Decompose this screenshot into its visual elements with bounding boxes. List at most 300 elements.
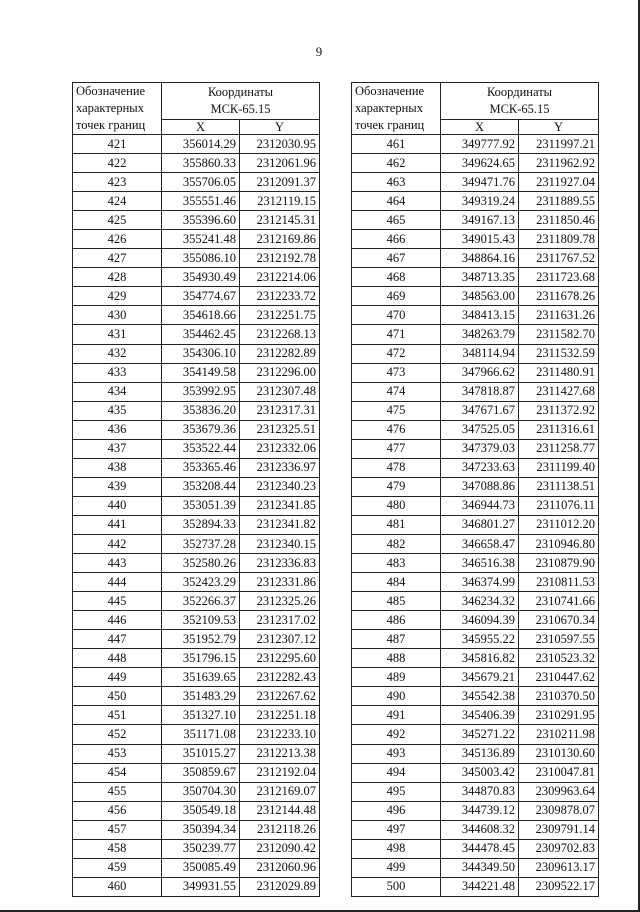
- point-cell: 490: [352, 687, 441, 706]
- point-cell: 434: [73, 382, 162, 401]
- table-row: [352, 344, 599, 363]
- point-cell: 500: [352, 877, 441, 896]
- table-row: [352, 877, 599, 896]
- point-cell: 499: [352, 858, 441, 877]
- table-row: [73, 744, 320, 763]
- coordinates-header-line2: МСК-65.15: [489, 102, 550, 116]
- table-row: [73, 420, 320, 439]
- y-cell: 2312325.51: [240, 420, 320, 439]
- table-row: [352, 668, 599, 687]
- point-cell: 425: [73, 211, 162, 230]
- point-cell: 483: [352, 554, 441, 573]
- y-cell: 2312341.85: [240, 496, 320, 515]
- table-row: [73, 763, 320, 782]
- x-cell: 344349.50: [441, 858, 519, 877]
- point-cell: 495: [352, 782, 441, 801]
- x-cell: 355241.48: [162, 230, 240, 249]
- point-cell: 451: [73, 706, 162, 725]
- x-cell: 347671.67: [441, 401, 519, 420]
- table-row: [73, 458, 320, 477]
- y-cell: 2310523.32: [519, 649, 599, 668]
- x-cell: 350239.77: [162, 839, 240, 858]
- point-cell: 429: [73, 287, 162, 306]
- table-row: [352, 287, 599, 306]
- table-row: [352, 173, 599, 192]
- y-cell: 2309613.17: [519, 858, 599, 877]
- y-cell: 2312282.43: [240, 668, 320, 687]
- table-row: [352, 554, 599, 573]
- point-cell: 458: [73, 839, 162, 858]
- x-cell: 355396.60: [162, 211, 240, 230]
- table-row: [73, 230, 320, 249]
- x-cell: 347525.05: [441, 420, 519, 439]
- y-cell: 2312325.26: [240, 592, 320, 611]
- y-cell: 2312169.07: [240, 782, 320, 801]
- x-cell: 350859.67: [162, 763, 240, 782]
- y-cell: 2312214.06: [240, 268, 320, 287]
- y-cell: 2311850.46: [519, 211, 599, 230]
- x-cell: 353208.44: [162, 477, 240, 496]
- y-cell: 2312331.86: [240, 573, 320, 592]
- x-cell: 352894.33: [162, 515, 240, 534]
- point-cell: 423: [73, 173, 162, 192]
- table-row: [73, 515, 320, 534]
- point-cell: 492: [352, 725, 441, 744]
- table-row: [73, 820, 320, 839]
- point-cell: 421: [73, 135, 162, 154]
- table-row: [73, 211, 320, 230]
- y-cell: 2310291.95: [519, 706, 599, 725]
- y-cell: 2312317.02: [240, 611, 320, 630]
- y-cell: 2311138.51: [519, 477, 599, 496]
- table-row: [73, 782, 320, 801]
- point-cell: 426: [73, 230, 162, 249]
- point-cell: 430: [73, 306, 162, 325]
- point-cell: 431: [73, 325, 162, 344]
- x-cell: 353365.46: [162, 458, 240, 477]
- table-row: [352, 763, 599, 782]
- point-cell: 447: [73, 630, 162, 649]
- x-cell: 346801.27: [441, 515, 519, 534]
- x-cell: 349624.65: [441, 154, 519, 173]
- table-row: [73, 554, 320, 573]
- y-cell: 2311809.78: [519, 230, 599, 249]
- y-cell: 2311427.68: [519, 382, 599, 401]
- point-cell: 476: [352, 420, 441, 439]
- y-cell: 2312233.10: [240, 725, 320, 744]
- table-row: [73, 249, 320, 268]
- table-row: [73, 154, 320, 173]
- y-cell: 2311997.21: [519, 135, 599, 154]
- table-row: [352, 382, 599, 401]
- x-cell: 352423.29: [162, 573, 240, 592]
- y-cell: 2310879.90: [519, 554, 599, 573]
- x-cell: 347233.63: [441, 458, 519, 477]
- point-cell: 489: [352, 668, 441, 687]
- x-cell: 344478.45: [441, 839, 519, 858]
- point-cell: 482: [352, 534, 441, 553]
- point-cell: 457: [73, 820, 162, 839]
- point-cell: 486: [352, 611, 441, 630]
- designation-header-line1: Обозначение: [76, 84, 146, 98]
- point-cell: 473: [352, 363, 441, 382]
- point-cell: 446: [73, 611, 162, 630]
- y-cell: 2312282.89: [240, 344, 320, 363]
- table-body-right: [352, 135, 599, 897]
- y-cell: 2312090.42: [240, 839, 320, 858]
- table-row: [73, 592, 320, 611]
- x-cell: 355860.33: [162, 154, 240, 173]
- x-cell: 345542.38: [441, 687, 519, 706]
- point-cell: 450: [73, 687, 162, 706]
- point-cell: 465: [352, 211, 441, 230]
- x-cell: 348864.16: [441, 249, 519, 268]
- point-cell: 468: [352, 268, 441, 287]
- x-cell: 354618.66: [162, 306, 240, 325]
- table-row: [352, 630, 599, 649]
- table-row: [73, 649, 320, 668]
- point-cell: 462: [352, 154, 441, 173]
- x-cell: 355551.46: [162, 192, 240, 211]
- x-cell: 354149.58: [162, 363, 240, 382]
- point-cell: 442: [73, 534, 162, 553]
- designation-header-line2: характерных: [76, 101, 144, 115]
- table-row: [352, 649, 599, 668]
- table-row: [73, 325, 320, 344]
- point-cell: 485: [352, 592, 441, 611]
- point-cell: 436: [73, 420, 162, 439]
- table-row: [73, 344, 320, 363]
- point-cell: 445: [73, 592, 162, 611]
- table-row: [352, 439, 599, 458]
- point-cell: 432: [73, 344, 162, 363]
- y-cell: 2312119.15: [240, 192, 320, 211]
- y-cell: 2312268.13: [240, 325, 320, 344]
- point-cell: 460: [73, 877, 162, 896]
- point-cell: 481: [352, 515, 441, 534]
- table-row: [73, 496, 320, 515]
- table-row: [352, 820, 599, 839]
- x-cell: 345955.22: [441, 630, 519, 649]
- point-cell: 456: [73, 801, 162, 820]
- y-cell: 2312251.75: [240, 306, 320, 325]
- y-cell: 2310811.53: [519, 573, 599, 592]
- coordinates-header-line1: Координаты: [486, 85, 553, 99]
- table-row: [73, 668, 320, 687]
- table-row: [73, 401, 320, 420]
- y-cell: 2311258.77: [519, 439, 599, 458]
- x-cell: 351952.79: [162, 630, 240, 649]
- table-row: [73, 630, 320, 649]
- point-cell: 472: [352, 344, 441, 363]
- point-cell: 475: [352, 401, 441, 420]
- x-cell: 353836.20: [162, 401, 240, 420]
- x-cell: 354306.10: [162, 344, 240, 363]
- y-cell: 2309791.14: [519, 820, 599, 839]
- point-cell: 422: [73, 154, 162, 173]
- point-cell: 424: [73, 192, 162, 211]
- y-cell: 2310047.81: [519, 763, 599, 782]
- y-cell: 2310946.80: [519, 534, 599, 553]
- x-cell: 351015.27: [162, 744, 240, 763]
- table-row: [73, 382, 320, 401]
- x-cell: 346658.47: [441, 534, 519, 553]
- y-cell: 2312030.95: [240, 135, 320, 154]
- table-row: [352, 744, 599, 763]
- table-row: [352, 573, 599, 592]
- table-row: [73, 687, 320, 706]
- y-cell: 2312340.15: [240, 534, 320, 553]
- point-cell: 435: [73, 401, 162, 420]
- point-cell: 479: [352, 477, 441, 496]
- y-cell: 2312295.60: [240, 649, 320, 668]
- x-cell: 352580.26: [162, 554, 240, 573]
- designation-header: [352, 83, 441, 135]
- x-cell: 350394.34: [162, 820, 240, 839]
- y-cell: 2312307.12: [240, 630, 320, 649]
- y-cell: 2311012.20: [519, 515, 599, 534]
- y-cell: 2312144.48: [240, 801, 320, 820]
- table-row: [352, 725, 599, 744]
- y-cell: 2309878.07: [519, 801, 599, 820]
- y-cell: 2311723.68: [519, 268, 599, 287]
- y-cell: 2311372.92: [519, 401, 599, 420]
- point-cell: 497: [352, 820, 441, 839]
- x-cell: 351327.10: [162, 706, 240, 725]
- x-cell: 353679.36: [162, 420, 240, 439]
- x-cell: 350549.18: [162, 801, 240, 820]
- point-cell: 498: [352, 839, 441, 858]
- x-cell: 354462.45: [162, 325, 240, 344]
- designation-header-line1: Обозначение: [355, 84, 425, 98]
- table-row: [73, 363, 320, 382]
- x-cell: 345679.21: [441, 668, 519, 687]
- y-cell: 2312336.83: [240, 554, 320, 573]
- x-cell: 347379.03: [441, 439, 519, 458]
- table-row: [352, 306, 599, 325]
- point-cell: 452: [73, 725, 162, 744]
- table-row: [73, 192, 320, 211]
- y-column-header: Y: [519, 120, 599, 135]
- point-cell: 469: [352, 287, 441, 306]
- y-cell: 2311678.26: [519, 287, 599, 306]
- x-cell: 351483.29: [162, 687, 240, 706]
- coordinates-table-left: [72, 82, 320, 897]
- x-cell: 347818.87: [441, 382, 519, 401]
- y-cell: 2312296.00: [240, 363, 320, 382]
- y-cell: 2311889.55: [519, 192, 599, 211]
- y-cell: 2312091.37: [240, 173, 320, 192]
- x-cell: 350704.30: [162, 782, 240, 801]
- x-cell: 352266.37: [162, 592, 240, 611]
- x-cell: 348263.79: [441, 325, 519, 344]
- x-cell: 351639.65: [162, 668, 240, 687]
- table-row: [352, 477, 599, 496]
- x-cell: 345816.82: [441, 649, 519, 668]
- x-cell: 354930.49: [162, 268, 240, 287]
- table-row: [352, 706, 599, 725]
- coordinates-header: [162, 83, 320, 120]
- point-cell: 438: [73, 458, 162, 477]
- x-cell: 347088.86: [441, 477, 519, 496]
- table-row: [352, 839, 599, 858]
- x-cell: 356014.29: [162, 135, 240, 154]
- y-cell: 2311962.92: [519, 154, 599, 173]
- point-cell: 464: [352, 192, 441, 211]
- x-cell: 349931.55: [162, 877, 240, 896]
- y-cell: 2311927.04: [519, 173, 599, 192]
- designation-header-line3: точек границ: [355, 118, 425, 132]
- x-cell: 348563.00: [441, 287, 519, 306]
- point-cell: 440: [73, 496, 162, 515]
- point-cell: 459: [73, 858, 162, 877]
- point-cell: 453: [73, 744, 162, 763]
- designation-header: [73, 83, 162, 135]
- x-cell: 353522.44: [162, 439, 240, 458]
- table-row: [352, 135, 599, 154]
- point-cell: 454: [73, 763, 162, 782]
- y-cell: 2310741.66: [519, 592, 599, 611]
- point-cell: 478: [352, 458, 441, 477]
- point-cell: 470: [352, 306, 441, 325]
- y-cell: 2312340.23: [240, 477, 320, 496]
- point-cell: 428: [73, 268, 162, 287]
- table-row: [73, 706, 320, 725]
- y-cell: 2312332.06: [240, 439, 320, 458]
- page-number: 9: [315, 44, 323, 59]
- x-cell: 353051.39: [162, 496, 240, 515]
- table-row: [352, 230, 599, 249]
- y-cell: 2312060.96: [240, 858, 320, 877]
- table-body-left: [73, 135, 320, 897]
- y-cell: 2310597.55: [519, 630, 599, 649]
- table-row: [352, 782, 599, 801]
- table-row: [73, 839, 320, 858]
- point-cell: 484: [352, 573, 441, 592]
- table-row: [352, 611, 599, 630]
- y-cell: 2310130.60: [519, 744, 599, 763]
- x-cell: 344870.83: [441, 782, 519, 801]
- x-cell: 353992.95: [162, 382, 240, 401]
- y-cell: 2311631.26: [519, 306, 599, 325]
- x-cell: 346944.73: [441, 496, 519, 515]
- coordinates-table-right: [351, 82, 599, 897]
- x-cell: 355086.10: [162, 249, 240, 268]
- table-row: [73, 534, 320, 553]
- x-cell: 349319.24: [441, 192, 519, 211]
- y-cell: 2312029.89: [240, 877, 320, 896]
- y-cell: 2311532.59: [519, 344, 599, 363]
- point-cell: 494: [352, 763, 441, 782]
- x-cell: 348114.94: [441, 344, 519, 363]
- point-cell: 496: [352, 801, 441, 820]
- point-cell: 471: [352, 325, 441, 344]
- x-cell: 348413.15: [441, 306, 519, 325]
- x-cell: 345003.42: [441, 763, 519, 782]
- y-cell: 2312336.97: [240, 458, 320, 477]
- point-cell: 480: [352, 496, 441, 515]
- point-cell: 449: [73, 668, 162, 687]
- y-cell: 2310670.34: [519, 611, 599, 630]
- y-cell: 2312213.38: [240, 744, 320, 763]
- x-cell: 354774.67: [162, 287, 240, 306]
- table-row: [73, 439, 320, 458]
- table-row: [352, 363, 599, 382]
- table-row: [73, 877, 320, 896]
- point-cell: 461: [352, 135, 441, 154]
- table-row: [352, 534, 599, 553]
- y-cell: 2312233.72: [240, 287, 320, 306]
- y-cell: 2311767.52: [519, 249, 599, 268]
- table-row: [73, 801, 320, 820]
- x-cell: 345136.89: [441, 744, 519, 763]
- y-cell: 2312145.31: [240, 211, 320, 230]
- y-column-header: Y: [240, 120, 320, 135]
- point-cell: 477: [352, 439, 441, 458]
- point-cell: 443: [73, 554, 162, 573]
- table-row: [73, 173, 320, 192]
- y-cell: 2311076.11: [519, 496, 599, 515]
- y-cell: 2310370.50: [519, 687, 599, 706]
- y-cell: 2312169.86: [240, 230, 320, 249]
- point-cell: 488: [352, 649, 441, 668]
- x-cell: 344739.12: [441, 801, 519, 820]
- y-cell: 2309702.83: [519, 839, 599, 858]
- x-cell: 351171.08: [162, 725, 240, 744]
- y-cell: 2311480.91: [519, 363, 599, 382]
- y-cell: 2310447.62: [519, 668, 599, 687]
- table-row: [352, 420, 599, 439]
- x-cell: 346094.39: [441, 611, 519, 630]
- x-cell: 351796.15: [162, 649, 240, 668]
- y-cell: 2312192.04: [240, 763, 320, 782]
- point-cell: 466: [352, 230, 441, 249]
- table-row: [73, 287, 320, 306]
- point-cell: 439: [73, 477, 162, 496]
- table-row: [352, 592, 599, 611]
- designation-header-line3: точек границ: [76, 118, 146, 132]
- point-cell: 455: [73, 782, 162, 801]
- point-cell: 444: [73, 573, 162, 592]
- y-cell: 2312341.82: [240, 515, 320, 534]
- y-cell: 2312251.18: [240, 706, 320, 725]
- table-row: [352, 154, 599, 173]
- x-cell: 346234.32: [441, 592, 519, 611]
- point-cell: 474: [352, 382, 441, 401]
- x-cell: 349167.13: [441, 211, 519, 230]
- y-cell: 2310211.98: [519, 725, 599, 744]
- y-cell: 2311582.70: [519, 325, 599, 344]
- table-row: [352, 687, 599, 706]
- table-row: [73, 268, 320, 287]
- table-row: [352, 515, 599, 534]
- x-cell: 352737.28: [162, 534, 240, 553]
- table-row: [73, 306, 320, 325]
- designation-header-line2: характерных: [355, 101, 423, 115]
- x-cell: 345271.22: [441, 725, 519, 744]
- point-cell: 463: [352, 173, 441, 192]
- point-cell: 427: [73, 249, 162, 268]
- table-row: [352, 325, 599, 344]
- x-column-header: X: [441, 120, 519, 135]
- x-cell: 349015.43: [441, 230, 519, 249]
- table-row: [73, 135, 320, 154]
- table-row: [73, 858, 320, 877]
- table-row: [73, 725, 320, 744]
- table-row: [352, 268, 599, 287]
- y-cell: 2312118.26: [240, 820, 320, 839]
- table-row: [73, 611, 320, 630]
